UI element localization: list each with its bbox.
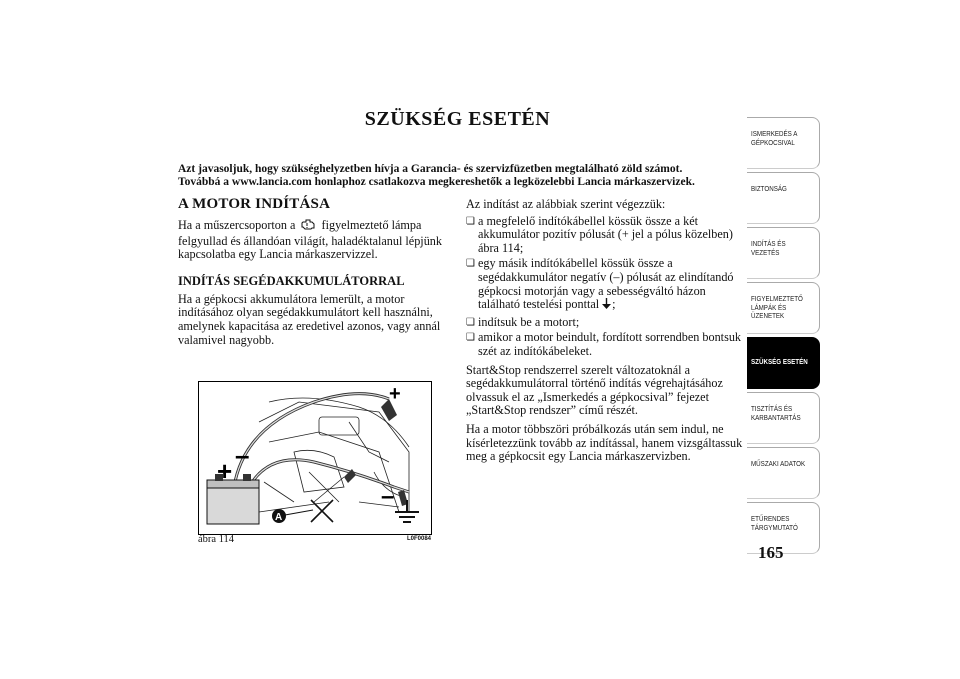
chapter-tabs [747, 117, 820, 557]
figure-code: L0F0084 [407, 536, 432, 542]
page-title: SZÜKSÉG ESETÉN [364, 108, 551, 130]
chapter-tab-label [751, 185, 787, 194]
chapter-tab-label [751, 240, 786, 257]
chapter-tab-label-line: GÉPKOCSIVAL [751, 137, 795, 147]
callout-a-label: A [275, 512, 283, 523]
engine-warning-icon [300, 218, 316, 235]
procedure-intro: Az indítást az alábbiak szerint végezzük: [466, 197, 666, 211]
chapter-tab-2[interactable] [747, 227, 820, 279]
start-stop-paragraph: Start&Stop rendszerrel szerelt változatoknál a segédakkumulátorral történő indítás végrehajtásához olvassuk el az „Ismerkedés a gépkocsival” fejezet „Start&Stop rendszer” című részét. [466, 362, 723, 418]
battery-plus-sign: + [217, 456, 233, 486]
chapter-tab-label [751, 295, 803, 321]
chapter-tab-label-line: TISZTÍTÁS ÉS [751, 404, 793, 413]
ground-icon [601, 298, 612, 314]
chapter-tab-label-line: VEZETÉS [751, 247, 780, 257]
chapter-tab-label [751, 405, 801, 422]
engine-not-start-paragraph: Ha a motor többszöri próbálkozás után sem indul, ne kísérletezzünk tovább az indítással, hanem vizsgáltassuk meg a gépkocsit egy Lancia márkaszervizben. [466, 421, 743, 464]
chapter-tab-4[interactable] [747, 337, 820, 389]
procedure-steps [466, 215, 746, 359]
battery-minus-sign: – [235, 440, 250, 470]
figure-caption: ábra 114 [198, 534, 235, 545]
ground-symbol [395, 500, 419, 522]
step-2-tail: ; [612, 297, 616, 312]
chapter-tab-3[interactable] [747, 282, 820, 334]
chapter-tab-label-line: FIGYELMEZTETŐ [751, 294, 803, 303]
chapter-tab-label-line: ÜZENETEK [751, 311, 785, 321]
step-item [466, 257, 746, 313]
left-column [178, 196, 448, 347]
chapter-tab-label-line: TÁRGYMUTATÓ [751, 522, 798, 532]
chapter-tab-label [751, 460, 805, 469]
chapter-tab-5[interactable] [747, 392, 820, 444]
chapter-tab-label-line: SZÜKSÉG ESETÉN [751, 357, 808, 366]
ground-minus-sign: – [381, 483, 395, 510]
chapter-tab-label-line: INDÍTÁS ÉS [751, 239, 786, 248]
p1-after: figyelmeztető lámpa felgyullad és állandóan világít, haladéktalanul lépjünk kapcsolatba egy Lancia márkaszervizzel. [178, 218, 442, 262]
chapter-tab-label-line: ISMERKEDÉS A [751, 129, 798, 138]
subsection-heading: INDÍTÁS SEGÉDAKKUMULÁTORRAL [178, 273, 405, 288]
chapter-tab-0[interactable] [747, 117, 820, 169]
chapter-tab-label [751, 130, 797, 147]
step-2-text: egy másik indítókábellel kössük össze a segédakkumulátor negatív (–) pólusát az elindítandó gépkocsi motorján vagy a sebességváltó házon található testelési ponttal [478, 256, 734, 312]
chapter-tab-1[interactable] [747, 172, 820, 224]
section-heading: A MOTOR INDÍTÁSA [178, 196, 331, 212]
booster-battery-paragraph: Ha a gépkocsi akkumulátora lemerült, a motor indításához olyan segédakkumulátort kell használni, amelynek kapacitása az eredetivel azonos, vagy annál valamivel nagyobb. [178, 291, 441, 347]
page-number: 165 [758, 543, 784, 562]
chapter-tab-label-line: ETŰRENDES [751, 514, 790, 523]
step-item: ❏ a megfelelő indítókábellel kössük össze a két akkumulátor pozitív pólusát (+ jel a pólus közelben) ábra 114; [466, 215, 746, 256]
chapter-tab-label [751, 515, 798, 532]
engine-warning-paragraph [178, 218, 448, 262]
vehicle-plus-sign: + [389, 383, 401, 405]
jump-start-figure [198, 381, 432, 535]
chapter-tab-label-line: MŰSZAKI ADATOK [751, 459, 806, 468]
step-item: ❏ amikor a motor beindult, fordított sorrendben bontsuk szét az indítókábeleket. [466, 331, 746, 358]
intro-text: Azt javasoljuk, hogy szükséghelyzetben hívja a Garancia- és szervizfüzetben megtalálható zöld számot. Továbbá a www.lancia.com honlaphoz csatlakozva megkereshetők a legközelebbi Lancia márkaszervizek. [178, 163, 695, 188]
chapter-tab-label-line: LÁMPÁK ÉS [751, 302, 787, 312]
p1-before: Ha a műszercsoporton a [178, 218, 296, 232]
step-item: ❏ indítsuk be a motort; [466, 316, 746, 330]
chapter-tab-label [751, 358, 808, 367]
chapter-tab-6[interactable] [747, 447, 820, 499]
right-column [466, 198, 746, 464]
booster-battery [207, 474, 259, 524]
chapter-tab-label-line: KARBANTARTÁS [751, 412, 801, 422]
chapter-tab-label-line: BIZTONSÁG [751, 184, 787, 193]
